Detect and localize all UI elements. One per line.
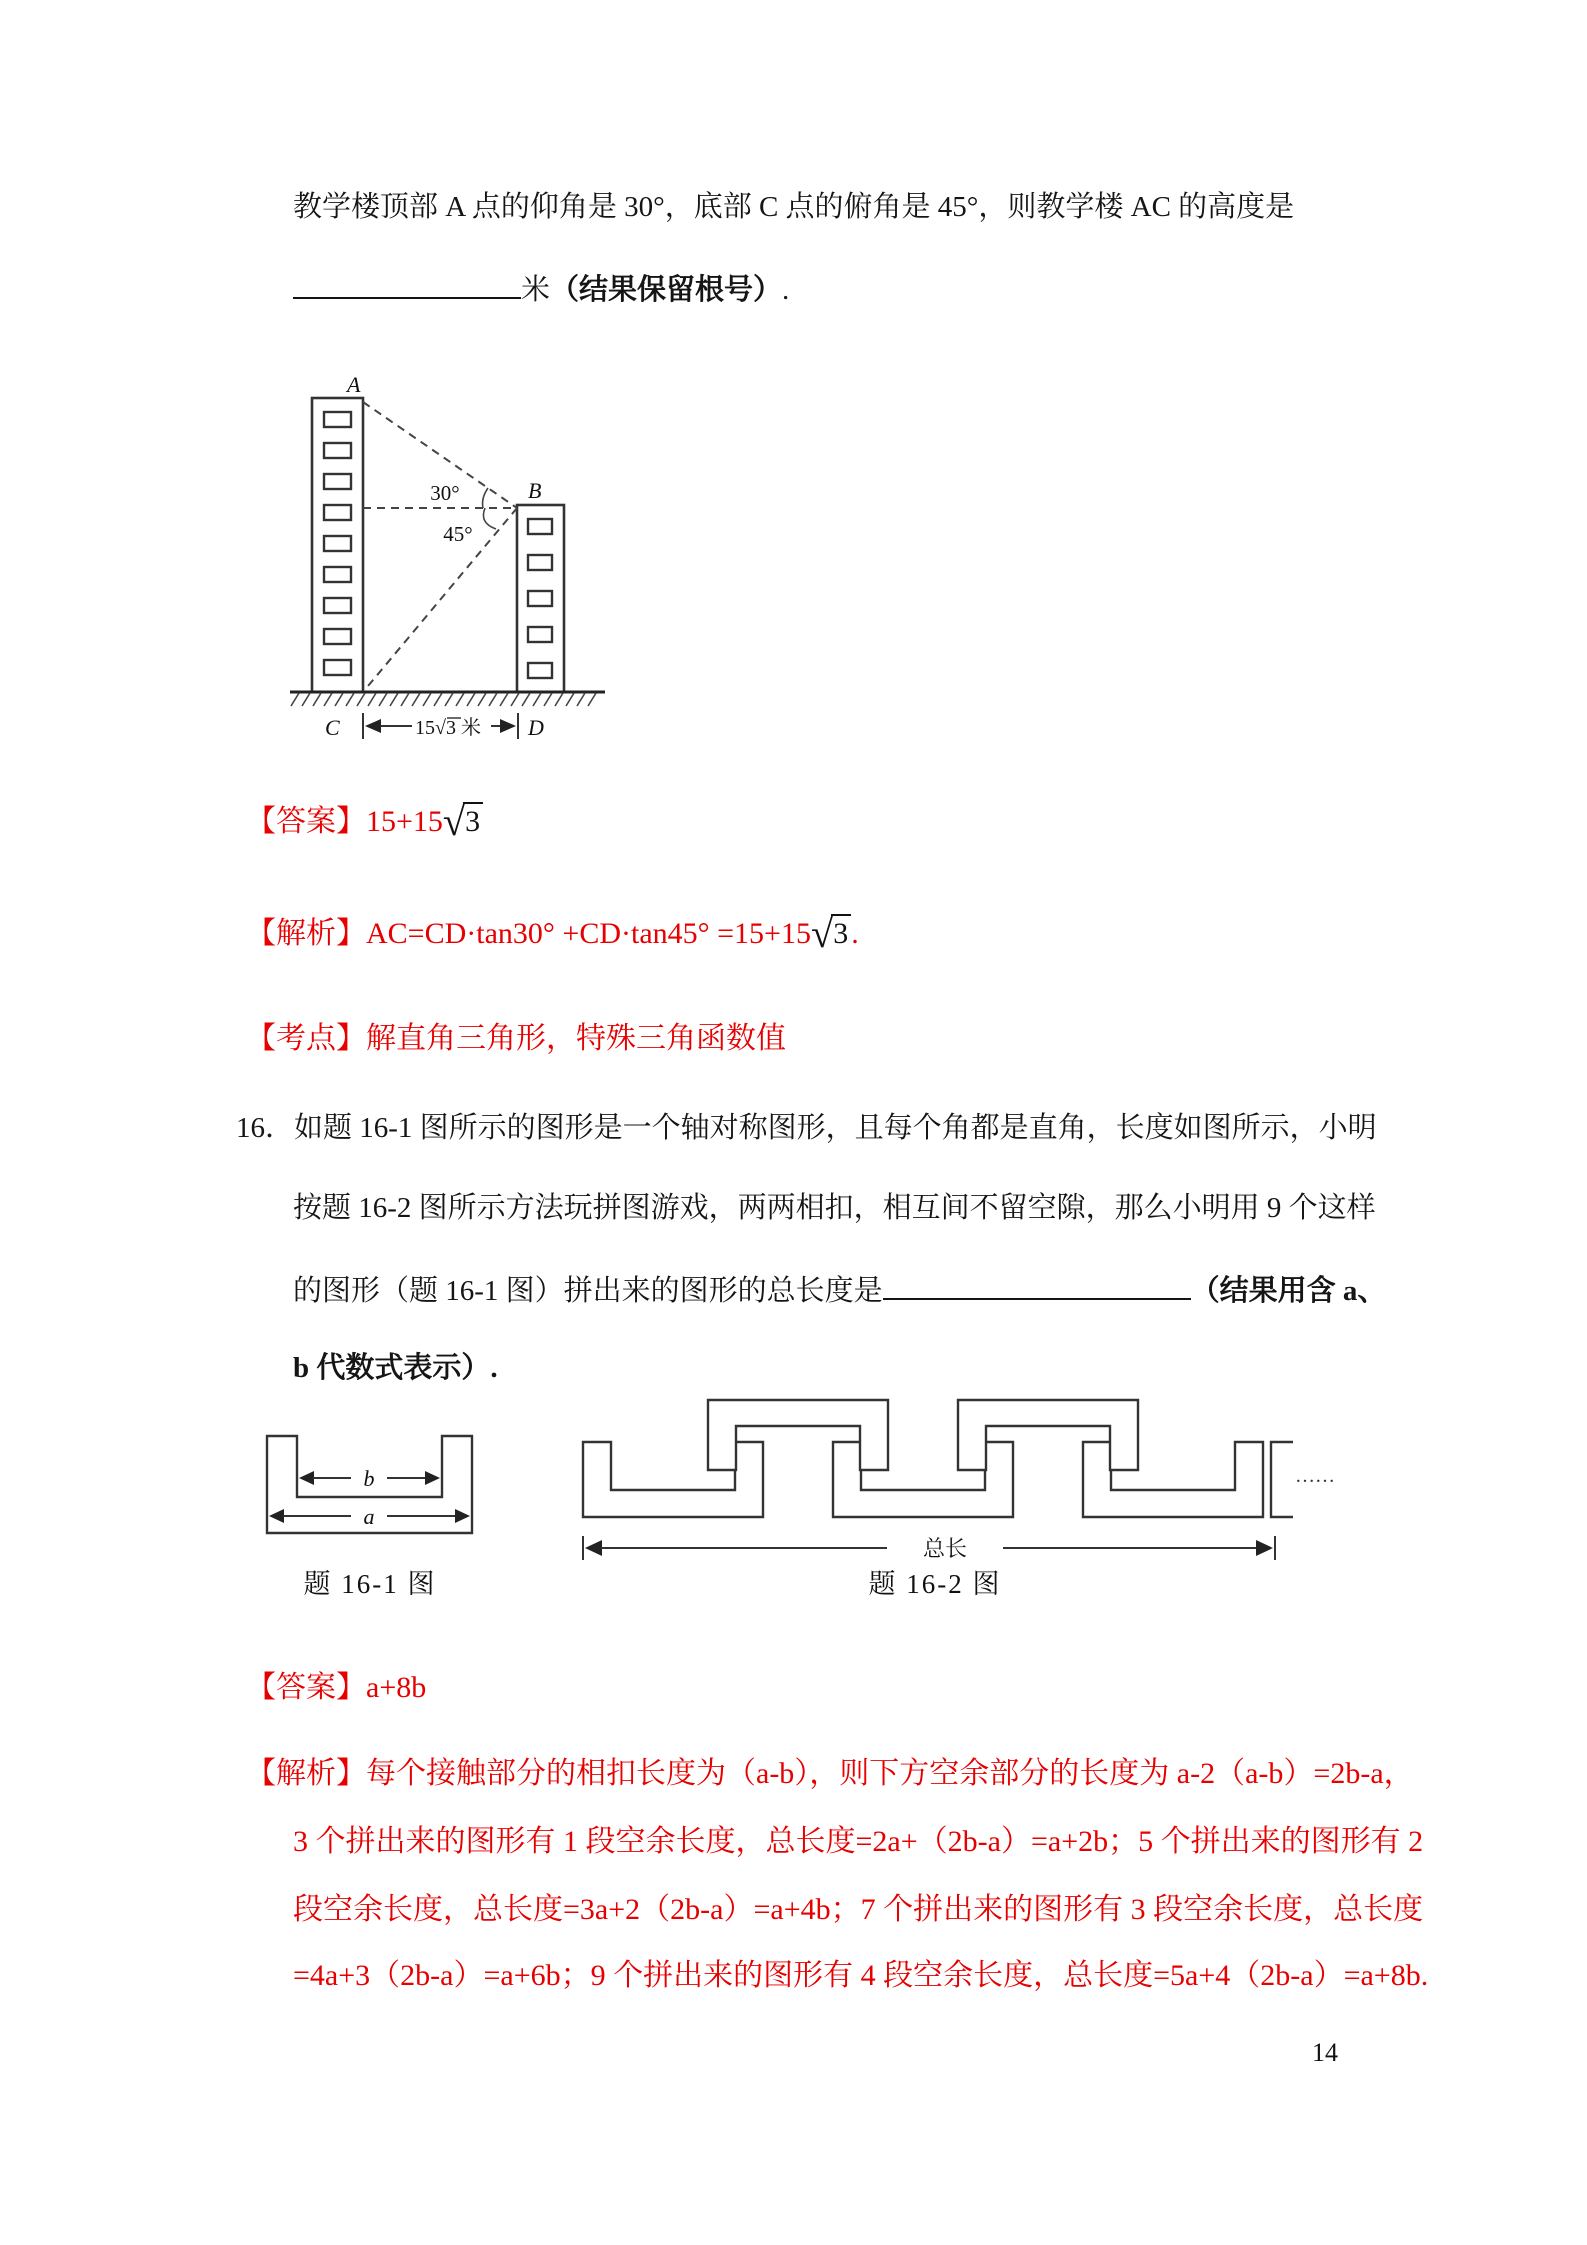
- ground: [290, 692, 605, 706]
- point-c-label: C: [325, 715, 340, 740]
- cd-distance-measure: [325, 713, 544, 740]
- page-number: 14: [1312, 2038, 1338, 2067]
- q16-number: 16．: [236, 1112, 295, 1144]
- q16-note-bold-1: （结果用含 a、: [1190, 1275, 1387, 1307]
- point-d-label: D: [528, 715, 544, 740]
- dist-radicand: 3: [445, 717, 456, 739]
- figure-16-1: [265, 1428, 475, 1538]
- q15-unit: 米: [521, 274, 551, 306]
- continuation-dots: ……: [1295, 1465, 1335, 1487]
- q15-answer-value: 15+15: [366, 805, 443, 838]
- left-building-windows: [324, 412, 351, 675]
- dist-unit: 米: [455, 717, 481, 739]
- q16-solution-line2: 3 个拼出来的图形有 1 段空余长度，总长度=2a+（2b-a）=a+2b；5 个拼出来的图形有 2: [293, 1825, 1424, 1858]
- left-building: [312, 398, 363, 692]
- figure-16-2: [575, 1390, 1335, 1562]
- q16-answer-line: [246, 1666, 426, 1710]
- q15-note-bold: （结果保留根号）: [550, 274, 783, 306]
- q16-solution-line3: 段空余长度，总长度=3a+2（2b-a）=a+4b；7 个拼出来的图形有 3 段空余长度，总长度: [293, 1893, 1424, 1926]
- buildings-figure: [285, 366, 615, 751]
- q16-line1-text: 如题 16-1 图所示的图形是一个轴对称图形，且每个角都是直角，长度如图所示，小明: [294, 1112, 1377, 1144]
- sight-lines: [363, 402, 517, 692]
- q16-answer-blank: [883, 1266, 1191, 1300]
- q15-text-line1: 教学楼顶部 A 点的仰角是 30°，底部 C 点的俯角是 45°，则教学楼 AC 的高度是: [293, 191, 1295, 223]
- figure-16-1-caption: 题 16-1 图: [303, 1569, 437, 1599]
- q15-answer-line: [246, 800, 483, 844]
- figure-16-2-caption: 题 16-2 图: [868, 1569, 1002, 1599]
- b-measure-arrow: [299, 1466, 440, 1491]
- q15-period: .: [782, 274, 790, 306]
- b-label: b: [363, 1466, 375, 1491]
- interlocked-shapes: [583, 1400, 1293, 1517]
- q15-solution-line: [246, 912, 859, 956]
- total-length-label: 总长: [922, 1536, 968, 1561]
- q16-text-line1: [236, 1106, 1377, 1150]
- right-building: [517, 505, 564, 692]
- q16-text-line4: [293, 1346, 498, 1390]
- solution-label: 【解析】: [246, 917, 366, 950]
- q15-keypoint-text: 解直角三角形，特殊三角函数值: [366, 1022, 786, 1055]
- q16-solution-line4: =4a+3（2b-a）=a+6b；9 个拼出来的图形有 4 段空余长度，总长度=5a+4（2b-a）=a+8b.: [293, 1959, 1429, 1992]
- q15-solution-text: AC=CD·tan30° +CD·tan45° =15+15: [366, 917, 811, 950]
- angle-45-label: 45°: [443, 522, 473, 546]
- q16-solution-text1: 每个接触部分的相扣长度为（a-b），则下方空余部分的长度为 a-2（a-b）=2b-a，: [366, 1757, 1414, 1790]
- q15-solution-period: .: [851, 917, 859, 950]
- a-label: a: [363, 1504, 375, 1529]
- cd-distance-label: [415, 716, 481, 739]
- q15-keypoint-line: [246, 1017, 786, 1061]
- solution-label: 【解析】: [246, 1757, 366, 1790]
- q16-solution-line1: [246, 1752, 1414, 1796]
- keypoint-label: 【考点】: [246, 1022, 366, 1055]
- q16-line3-text: 的图形（题 16-1 图）拼出来的图形的总长度是: [293, 1275, 883, 1307]
- q16-text-line2: 按题 16-2 图所示方法玩拼图游戏，两两相扣，相互间不留空隙，那么小明用 9 个这样: [293, 1192, 1376, 1224]
- sqrt-3: √3: [811, 917, 851, 950]
- q15-answer-blank: [293, 265, 521, 299]
- answer-label: 【答案】: [246, 1671, 366, 1704]
- dist-radical-sign: √: [435, 717, 446, 739]
- dist-15: 15: [415, 717, 435, 739]
- q16-answer-value: a+8b: [366, 1671, 427, 1704]
- answer-label: 【答案】: [246, 805, 366, 838]
- point-a-label: A: [347, 372, 361, 397]
- q15-text-line2: [293, 265, 789, 312]
- angle-30-label: 30°: [430, 481, 460, 505]
- total-length-measure: [583, 1536, 1275, 1561]
- q16-text-line3: [293, 1266, 1386, 1313]
- sqrt-3: √3: [443, 805, 483, 838]
- q16-note-bold-2: b 代数式表示）.: [293, 1352, 498, 1384]
- point-b-label: B: [528, 478, 542, 503]
